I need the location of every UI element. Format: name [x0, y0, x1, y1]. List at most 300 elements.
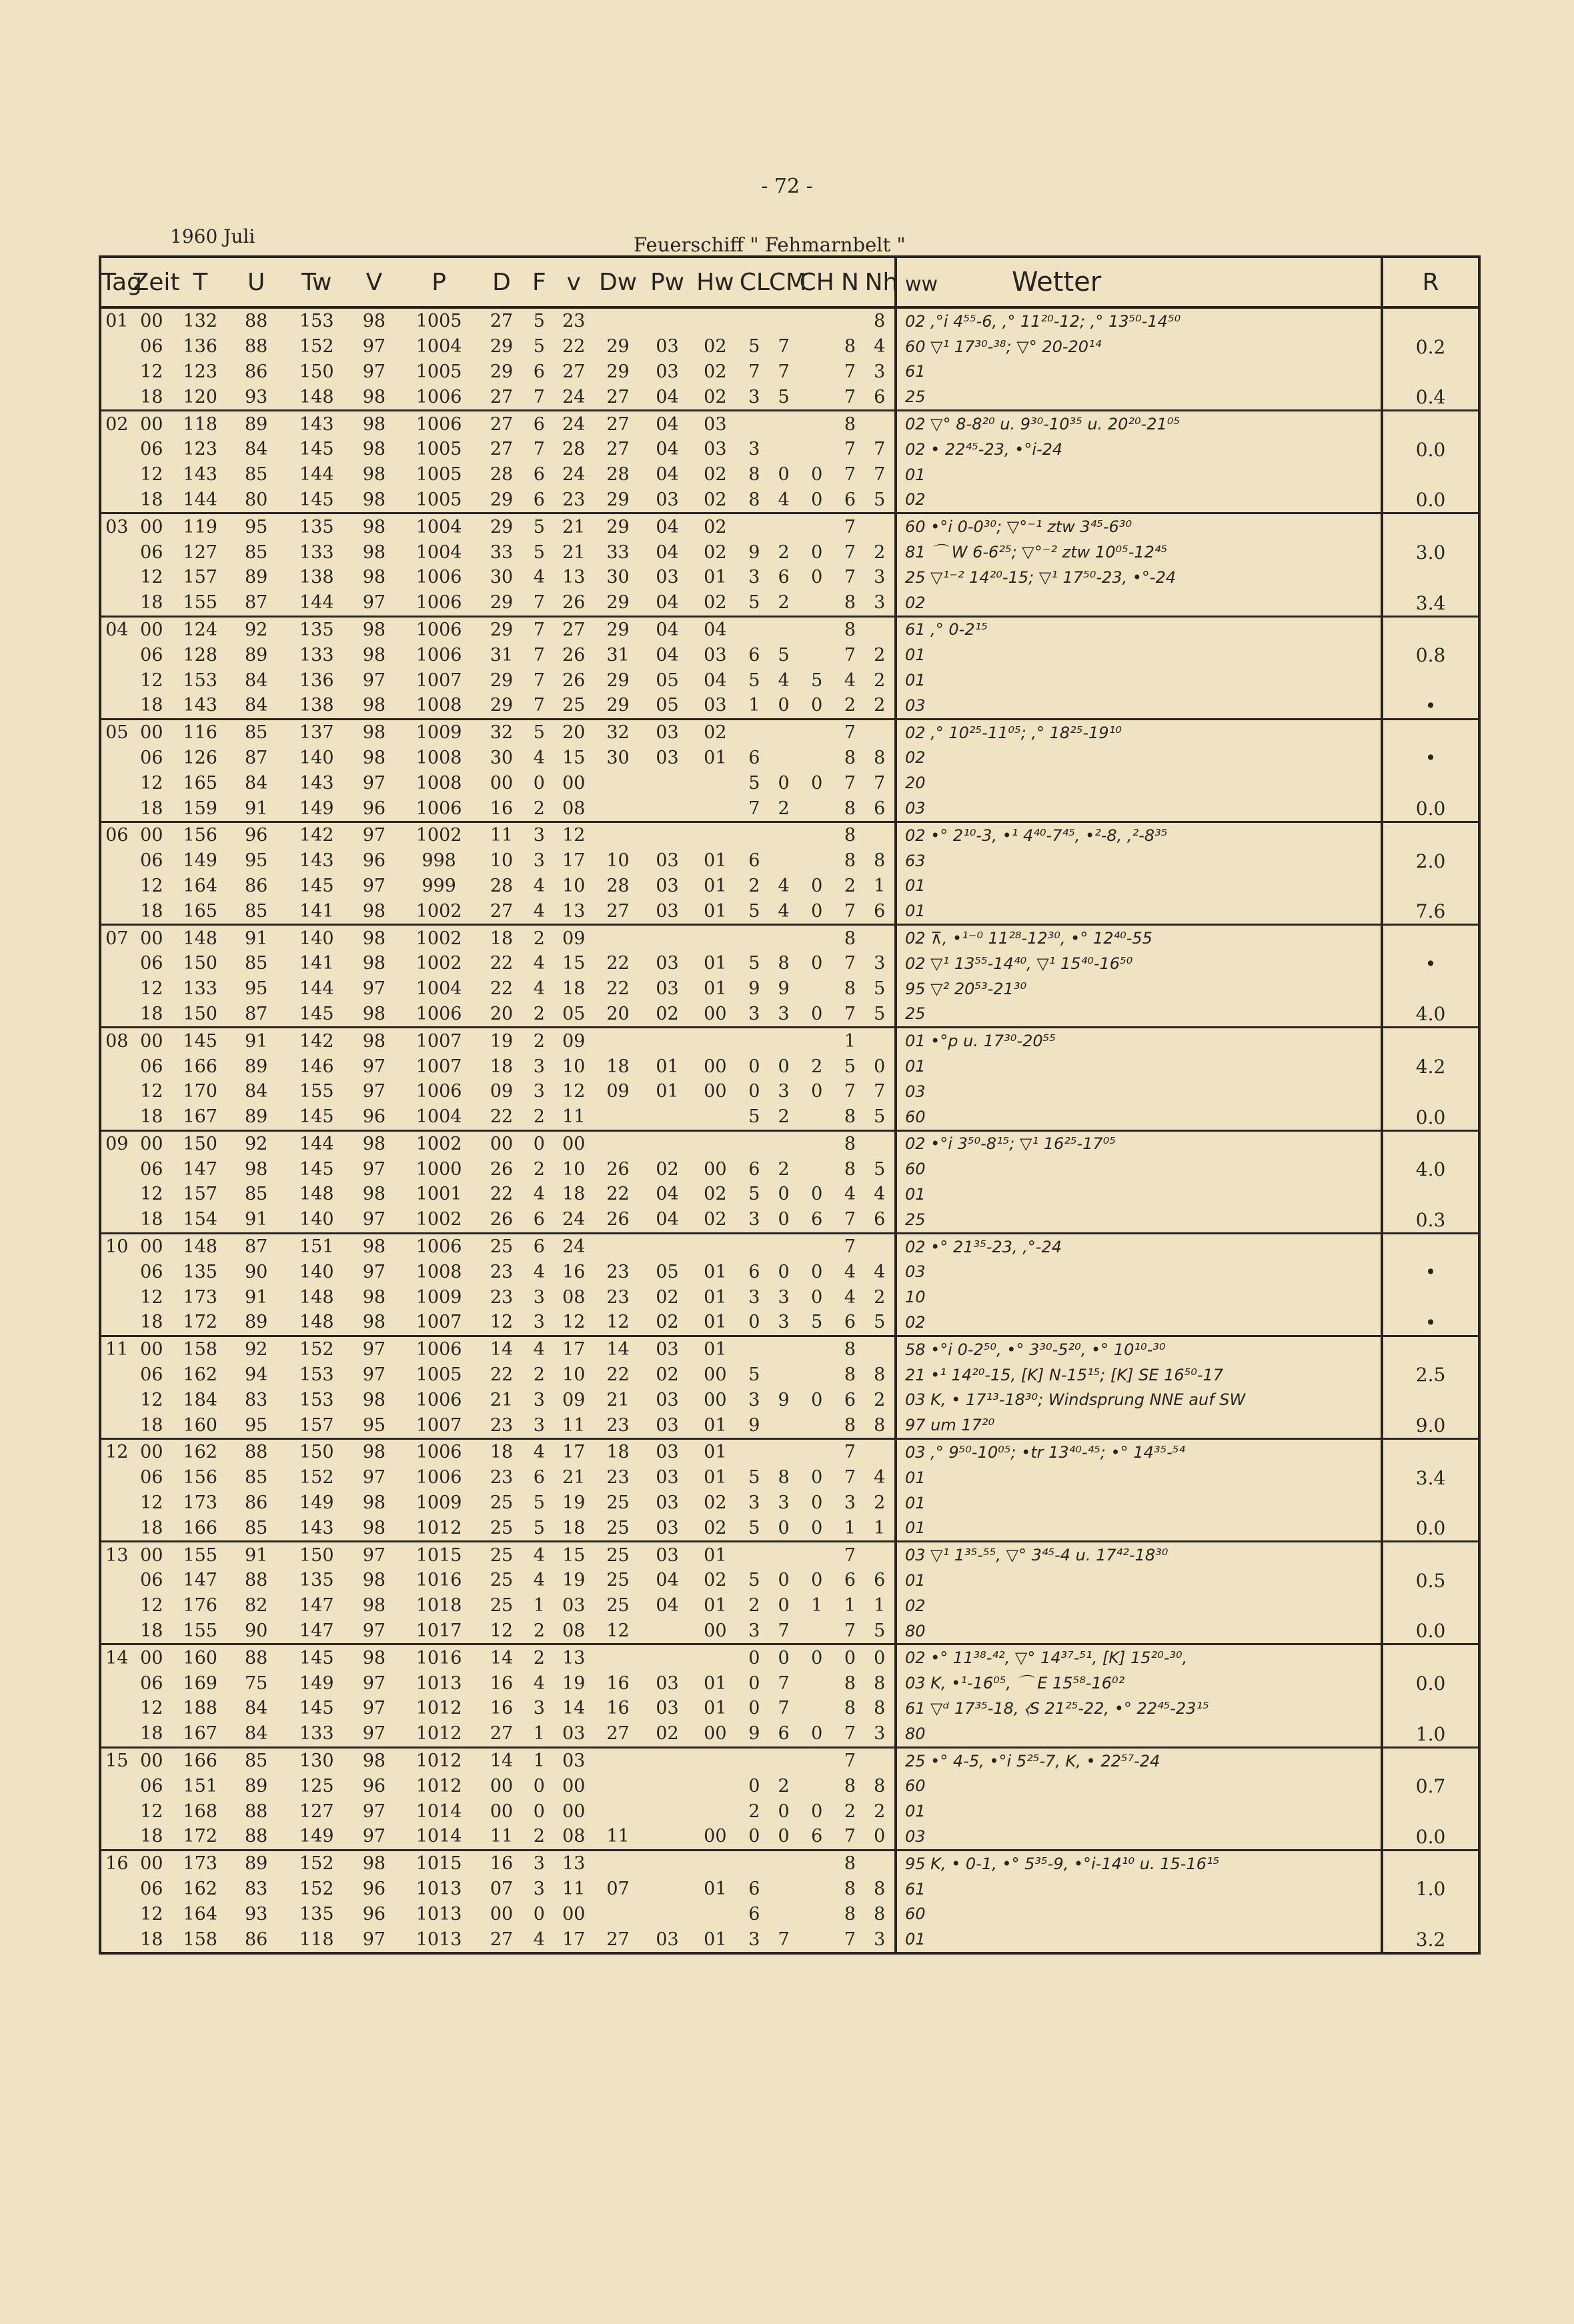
- value-cell: 2: [874, 1389, 886, 1410]
- value-cell: 5: [748, 1517, 760, 1538]
- value-cell: 84: [244, 695, 268, 716]
- value-cell: 2: [778, 541, 790, 563]
- value-cell: 127: [183, 541, 217, 563]
- value-cell: 150: [183, 1003, 217, 1024]
- tag-cell: [100, 1412, 133, 1438]
- value-cell: 88: [229, 1644, 283, 1670]
- wetter-cell: 25: [896, 384, 1382, 410]
- value-cell: 1005: [416, 439, 462, 460]
- value-cell: 19: [480, 1028, 523, 1054]
- value-cell: 02: [656, 1723, 679, 1745]
- value-cell: 151: [283, 1233, 351, 1259]
- value-cell: 84: [244, 670, 268, 691]
- value-cell: 6: [748, 850, 760, 872]
- col-header: V: [351, 257, 398, 307]
- value-cell: 05: [656, 1261, 679, 1282]
- value-cell: 01: [704, 1286, 727, 1308]
- value-cell: [798, 1773, 835, 1799]
- value-cell: 01: [704, 850, 727, 872]
- value-cell: 04: [656, 1595, 679, 1616]
- value-cell: [798, 1104, 835, 1130]
- value-cell: 00: [704, 1003, 727, 1024]
- value-cell: 96: [362, 1106, 386, 1128]
- value-cell: 88: [244, 1826, 268, 1847]
- value-cell: 8: [844, 1698, 856, 1719]
- tag-cell: [100, 770, 133, 796]
- value-cell: 28: [606, 464, 630, 485]
- value-cell: 7: [533, 670, 545, 691]
- value-cell: 6: [844, 1570, 856, 1591]
- value-cell: 147: [183, 1158, 217, 1180]
- value-cell: 17: [562, 850, 586, 872]
- value-cell: 18: [480, 1439, 523, 1465]
- value-cell: 6: [811, 1826, 823, 1847]
- value-cell: 4: [533, 567, 545, 588]
- value-cell: 00: [562, 1775, 586, 1797]
- value-cell: 7: [844, 1467, 856, 1488]
- value-cell: 3: [533, 1312, 545, 1333]
- table-row: [100, 1850, 1479, 1876]
- value-cell: 6: [874, 798, 886, 819]
- precip-cell: 4.2: [1382, 1028, 1479, 1079]
- zeit-cell: 18: [140, 1826, 163, 1847]
- value-cell: 83: [244, 1879, 268, 1899]
- value-cell: 97: [362, 1672, 386, 1694]
- value-cell: 3: [874, 953, 886, 974]
- value-cell: 26: [562, 644, 586, 666]
- zeit-cell: 18: [140, 1723, 163, 1745]
- value-cell: 3: [748, 439, 760, 460]
- value-cell: 09: [606, 1081, 630, 1102]
- value-cell: 140: [299, 1209, 334, 1230]
- value-cell: 0: [811, 1570, 823, 1591]
- value-cell: 10: [606, 850, 630, 872]
- value-cell: 3: [778, 1286, 790, 1308]
- zeit-cell: 00: [133, 616, 171, 642]
- value-cell: 27: [606, 1929, 630, 1950]
- value-cell: 0: [811, 541, 823, 563]
- value-cell: 7: [835, 1747, 864, 1773]
- value-cell: 7: [835, 1233, 864, 1259]
- value-cell: 04: [691, 616, 740, 642]
- table-row: [100, 1182, 1479, 1207]
- table-row: [100, 1618, 1479, 1644]
- table-row: [100, 462, 1479, 487]
- zeit-cell: 06: [140, 1570, 163, 1591]
- wetter-cell: 02 ,°i 4⁵⁵-6, ,° 11²⁰-12; ,° 13⁵⁰-14⁵⁰: [896, 307, 1382, 334]
- value-cell: 88: [244, 1570, 268, 1591]
- value-cell: 7: [844, 567, 856, 588]
- tag-cell: [100, 359, 133, 385]
- value-cell: 89: [244, 1106, 268, 1128]
- value-cell: 3: [778, 1312, 790, 1333]
- value-cell: 4: [533, 978, 545, 1000]
- value-cell: 168: [183, 1801, 217, 1822]
- value-cell: 24: [562, 386, 586, 407]
- zeit-cell: 00: [133, 1130, 171, 1156]
- tag-cell: [100, 1515, 133, 1541]
- value-cell: 19: [562, 1492, 586, 1514]
- value-cell: 97: [362, 1056, 386, 1077]
- value-cell: 29: [592, 616, 644, 642]
- value-cell: 4: [844, 1261, 856, 1282]
- value-cell: 1: [533, 1595, 545, 1616]
- precip-cell: 9.0: [1382, 1387, 1479, 1438]
- value-cell: [769, 411, 798, 437]
- value-cell: 18: [606, 1056, 630, 1077]
- value-cell: 33: [490, 541, 514, 563]
- zeit-cell: 12: [140, 1081, 163, 1102]
- value-cell: [769, 925, 798, 951]
- value-cell: 149: [299, 798, 334, 819]
- value-cell: [798, 1233, 835, 1259]
- value-cell: 2: [533, 798, 545, 819]
- value-cell: 3: [533, 1389, 545, 1410]
- table-row: [100, 746, 1479, 771]
- tag-cell: 11: [100, 1336, 133, 1362]
- value-cell: [592, 770, 644, 796]
- value-cell: [798, 1412, 835, 1438]
- value-cell: 03: [656, 1389, 679, 1410]
- value-cell: 156: [183, 1467, 217, 1488]
- value-cell: 29: [606, 670, 630, 691]
- value-cell: 8: [874, 747, 886, 768]
- zeit-cell: 18: [140, 386, 163, 407]
- value-cell: 03: [704, 439, 727, 460]
- value-cell: 85: [244, 1467, 268, 1488]
- value-cell: 3: [748, 1209, 760, 1230]
- value-cell: 98: [362, 1595, 386, 1616]
- value-cell: 140: [283, 925, 351, 951]
- value-cell: 6: [748, 1158, 760, 1180]
- value-cell: 00: [704, 1389, 727, 1410]
- value-cell: [644, 1901, 691, 1927]
- col-header: Pw: [644, 257, 691, 307]
- value-cell: 8: [865, 307, 896, 334]
- value-cell: 23: [606, 1261, 630, 1282]
- zeit-cell: 18: [140, 1312, 163, 1333]
- value-cell: [798, 1439, 835, 1465]
- value-cell: 25: [480, 1233, 523, 1259]
- value-cell: 7: [844, 772, 856, 794]
- value-cell: 89: [229, 1850, 283, 1876]
- value-cell: 25: [490, 1595, 514, 1616]
- value-cell: [740, 1233, 769, 1259]
- value-cell: 91: [229, 1028, 283, 1054]
- value-cell: 3: [533, 1698, 545, 1719]
- value-cell: 14: [480, 1747, 523, 1773]
- table-row: [100, 539, 1479, 565]
- value-cell: 91: [229, 1542, 283, 1568]
- value-cell: [644, 1850, 691, 1876]
- value-cell: 6: [811, 1209, 823, 1230]
- tag-cell: [100, 848, 133, 874]
- wetter-cell: 95 K, • 0-1, •° 5³⁵-9, •°i-14¹⁰ u. 15-16¹⁵: [896, 1850, 1382, 1876]
- value-cell: [769, 1877, 798, 1902]
- value-cell: 29: [490, 336, 514, 357]
- wetter-cell: 01: [896, 1799, 1382, 1824]
- value-cell: 2: [533, 1003, 545, 1024]
- col-header: N: [835, 257, 864, 307]
- table-row: [100, 770, 1479, 796]
- precip-cell: 0.0: [1382, 462, 1479, 513]
- value-cell: 2: [844, 875, 856, 896]
- value-cell: [769, 1362, 798, 1388]
- value-cell: 21: [562, 541, 586, 563]
- value-cell: 22: [606, 953, 630, 974]
- value-cell: [691, 1104, 740, 1130]
- value-cell: 0: [778, 1570, 790, 1591]
- table-row: [100, 1542, 1479, 1568]
- value-cell: 85: [229, 1747, 283, 1773]
- value-cell: 6: [523, 1233, 556, 1259]
- wetter-cell: 60: [896, 1156, 1382, 1182]
- value-cell: 01: [704, 747, 727, 768]
- value-cell: [798, 848, 835, 874]
- value-cell: 02: [704, 1209, 727, 1230]
- value-cell: [691, 1233, 740, 1259]
- tag-cell: [100, 642, 133, 668]
- value-cell: 136: [183, 336, 217, 357]
- zeit-cell: 12: [140, 361, 163, 382]
- value-cell: 10: [490, 850, 514, 872]
- value-cell: 5: [748, 953, 760, 974]
- value-cell: [865, 925, 896, 951]
- value-cell: 26: [562, 592, 586, 614]
- value-cell: 4: [874, 336, 886, 357]
- tag-cell: 02: [100, 411, 133, 437]
- zeit-cell: 06: [140, 1879, 163, 1899]
- table-row: [100, 411, 1479, 437]
- value-cell: 25: [606, 1492, 630, 1514]
- table-row: [100, 874, 1479, 899]
- value-cell: 1007: [398, 1028, 480, 1054]
- tag-cell: [100, 1002, 133, 1028]
- table-row: [100, 1644, 1479, 1670]
- value-cell: 01: [656, 1081, 679, 1102]
- value-cell: 23: [490, 1467, 514, 1488]
- value-cell: [798, 1670, 835, 1696]
- value-cell: 89: [244, 567, 268, 588]
- value-cell: 7: [778, 1672, 790, 1694]
- value-cell: 89: [229, 411, 283, 437]
- value-cell: 1: [874, 1595, 886, 1616]
- value-cell: 7: [533, 439, 545, 460]
- value-cell: 138: [299, 567, 334, 588]
- zeit-cell: 12: [140, 567, 163, 588]
- value-cell: 90: [244, 1261, 268, 1282]
- value-cell: 0: [769, 1644, 798, 1670]
- zeit-cell: 06: [140, 953, 163, 974]
- value-cell: 08: [562, 1286, 586, 1308]
- value-cell: 119: [171, 513, 229, 539]
- value-cell: 160: [171, 1644, 229, 1670]
- value-cell: 97: [362, 1209, 386, 1230]
- value-cell: 14: [480, 1644, 523, 1670]
- value-cell: 1007: [416, 670, 462, 691]
- value-cell: 87: [244, 747, 268, 768]
- precip-cell: 0.0: [1382, 1079, 1479, 1130]
- value-cell: 8: [844, 1364, 856, 1386]
- value-cell: 123: [183, 361, 217, 382]
- value-cell: [691, 1901, 740, 1927]
- value-cell: 02: [704, 361, 727, 382]
- col-header: Zeit: [133, 257, 171, 307]
- table-row: [100, 796, 1479, 822]
- value-cell: 0: [748, 1775, 760, 1797]
- value-cell: 3: [533, 1414, 545, 1436]
- value-cell: 3: [533, 850, 545, 872]
- value-cell: 7: [874, 439, 886, 460]
- zeit-cell: 12: [140, 464, 163, 485]
- value-cell: 7: [778, 1698, 790, 1719]
- value-cell: 5: [748, 772, 760, 794]
- value-cell: 4: [844, 670, 856, 691]
- value-cell: 02: [704, 1184, 727, 1205]
- value-cell: [691, 925, 740, 951]
- value-cell: 98: [362, 1286, 386, 1308]
- value-cell: 1004: [416, 1106, 462, 1128]
- value-cell: 140: [299, 1261, 334, 1282]
- value-cell: 1008: [416, 747, 462, 768]
- value-cell: 14: [480, 1336, 523, 1362]
- value-cell: 23: [606, 1467, 630, 1488]
- value-cell: 03: [704, 644, 727, 666]
- tag-cell: 08: [100, 1028, 133, 1054]
- zeit-cell: 18: [140, 592, 163, 614]
- zeit-cell: 18: [140, 900, 163, 922]
- value-cell: 97: [362, 361, 386, 382]
- wetter-cell: 10: [896, 1284, 1382, 1310]
- value-cell: 25: [490, 1492, 514, 1514]
- value-cell: 84: [244, 1081, 268, 1102]
- value-cell: 1006: [416, 1003, 462, 1024]
- tag-cell: [100, 1465, 133, 1490]
- value-cell: 5: [811, 1312, 823, 1333]
- value-cell: 27: [562, 361, 586, 382]
- value-cell: [740, 822, 769, 848]
- value-cell: 1006: [398, 411, 480, 437]
- value-cell: 145: [299, 1158, 334, 1180]
- value-cell: 00: [704, 1723, 727, 1745]
- value-cell: 97: [362, 1801, 386, 1822]
- wetter-cell: 02 •° 21³⁵-23, ,°-24: [896, 1233, 1382, 1259]
- value-cell: 1006: [416, 592, 462, 614]
- precip-cell: 0.0: [1382, 1644, 1479, 1696]
- value-cell: 23: [490, 1286, 514, 1308]
- zeit-cell: 18: [140, 1106, 163, 1128]
- value-cell: [798, 746, 835, 771]
- table-row: [100, 1130, 1479, 1156]
- value-cell: 1014: [416, 1801, 462, 1822]
- value-cell: [691, 1850, 740, 1876]
- precip-cell: 3.4: [1382, 565, 1479, 616]
- wetter-cell: 60 ▽¹ 17³⁰-³⁸; ▽° 20-20¹⁴: [896, 334, 1382, 359]
- value-cell: 0: [523, 1130, 556, 1156]
- value-cell: 133: [299, 1723, 334, 1745]
- tag-cell: 16: [100, 1850, 133, 1876]
- value-cell: 143: [183, 695, 217, 716]
- value-cell: 25: [562, 695, 586, 716]
- value-cell: [740, 1336, 769, 1362]
- value-cell: 31: [606, 644, 630, 666]
- value-cell: 02: [691, 513, 740, 539]
- value-cell: 3: [874, 592, 886, 614]
- value-cell: 152: [283, 1336, 351, 1362]
- value-cell: 0: [811, 953, 823, 974]
- wetter-cell: 61 ,° 0-2¹⁵: [896, 616, 1382, 642]
- value-cell: 4: [778, 900, 790, 922]
- value-cell: 133: [299, 644, 334, 666]
- value-cell: [644, 1028, 691, 1054]
- value-cell: 00: [704, 1081, 727, 1102]
- value-cell: [691, 1747, 740, 1773]
- value-cell: 167: [183, 1723, 217, 1745]
- tag-cell: 12: [100, 1439, 133, 1465]
- table-row: [100, 822, 1479, 848]
- value-cell: 27: [606, 386, 630, 407]
- value-cell: 88: [244, 1801, 268, 1822]
- value-cell: 07: [606, 1879, 630, 1899]
- value-cell: 27: [556, 616, 592, 642]
- zeit-cell: 12: [140, 1698, 163, 1719]
- value-cell: 19: [562, 1570, 586, 1591]
- tag-cell: [100, 668, 133, 693]
- wetter-cell: 02 ▽° 8-8²⁰ u. 9³⁰-10³⁵ u. 20²⁰-21⁰⁵: [896, 411, 1382, 437]
- value-cell: 8: [844, 850, 856, 872]
- value-cell: 8: [844, 978, 856, 1000]
- value-cell: [740, 1439, 769, 1465]
- value-cell: 85: [244, 541, 268, 563]
- value-cell: 1006: [416, 644, 462, 666]
- zeit-cell: 18: [140, 798, 163, 819]
- value-cell: 15: [556, 1542, 592, 1568]
- value-cell: 169: [183, 1672, 217, 1694]
- value-cell: 85: [229, 719, 283, 745]
- value-cell: 22: [606, 1184, 630, 1205]
- value-cell: 97: [362, 1364, 386, 1386]
- value-cell: 6: [874, 1209, 886, 1230]
- value-cell: 148: [171, 925, 229, 951]
- value-cell: 02: [704, 1492, 727, 1514]
- wetter-cell: 03: [896, 796, 1382, 822]
- precip-cell: 3.0: [1382, 513, 1479, 565]
- table-row: [100, 1054, 1479, 1079]
- value-cell: 153: [299, 1389, 334, 1410]
- value-cell: 28: [490, 875, 514, 896]
- value-cell: [798, 1156, 835, 1182]
- value-cell: 1017: [416, 1620, 462, 1642]
- value-cell: 97: [351, 822, 398, 848]
- value-cell: 3: [748, 1620, 760, 1642]
- zeit-cell: 12: [140, 670, 163, 691]
- value-cell: 9: [778, 1389, 790, 1410]
- col-header: Tag: [100, 257, 133, 307]
- table-row: [100, 1901, 1479, 1927]
- value-cell: 8: [835, 411, 864, 437]
- value-cell: 04: [644, 616, 691, 642]
- weather-log-table: [99, 255, 1481, 1955]
- value-cell: 24: [556, 1233, 592, 1259]
- value-cell: [592, 925, 644, 951]
- zeit-cell: 06: [140, 1467, 163, 1488]
- value-cell: 0: [748, 1056, 760, 1077]
- value-cell: [740, 307, 769, 334]
- value-cell: 2: [874, 1286, 886, 1308]
- value-cell: 0: [835, 1644, 864, 1670]
- value-cell: 1006: [398, 1439, 480, 1465]
- value-cell: 6: [533, 489, 545, 510]
